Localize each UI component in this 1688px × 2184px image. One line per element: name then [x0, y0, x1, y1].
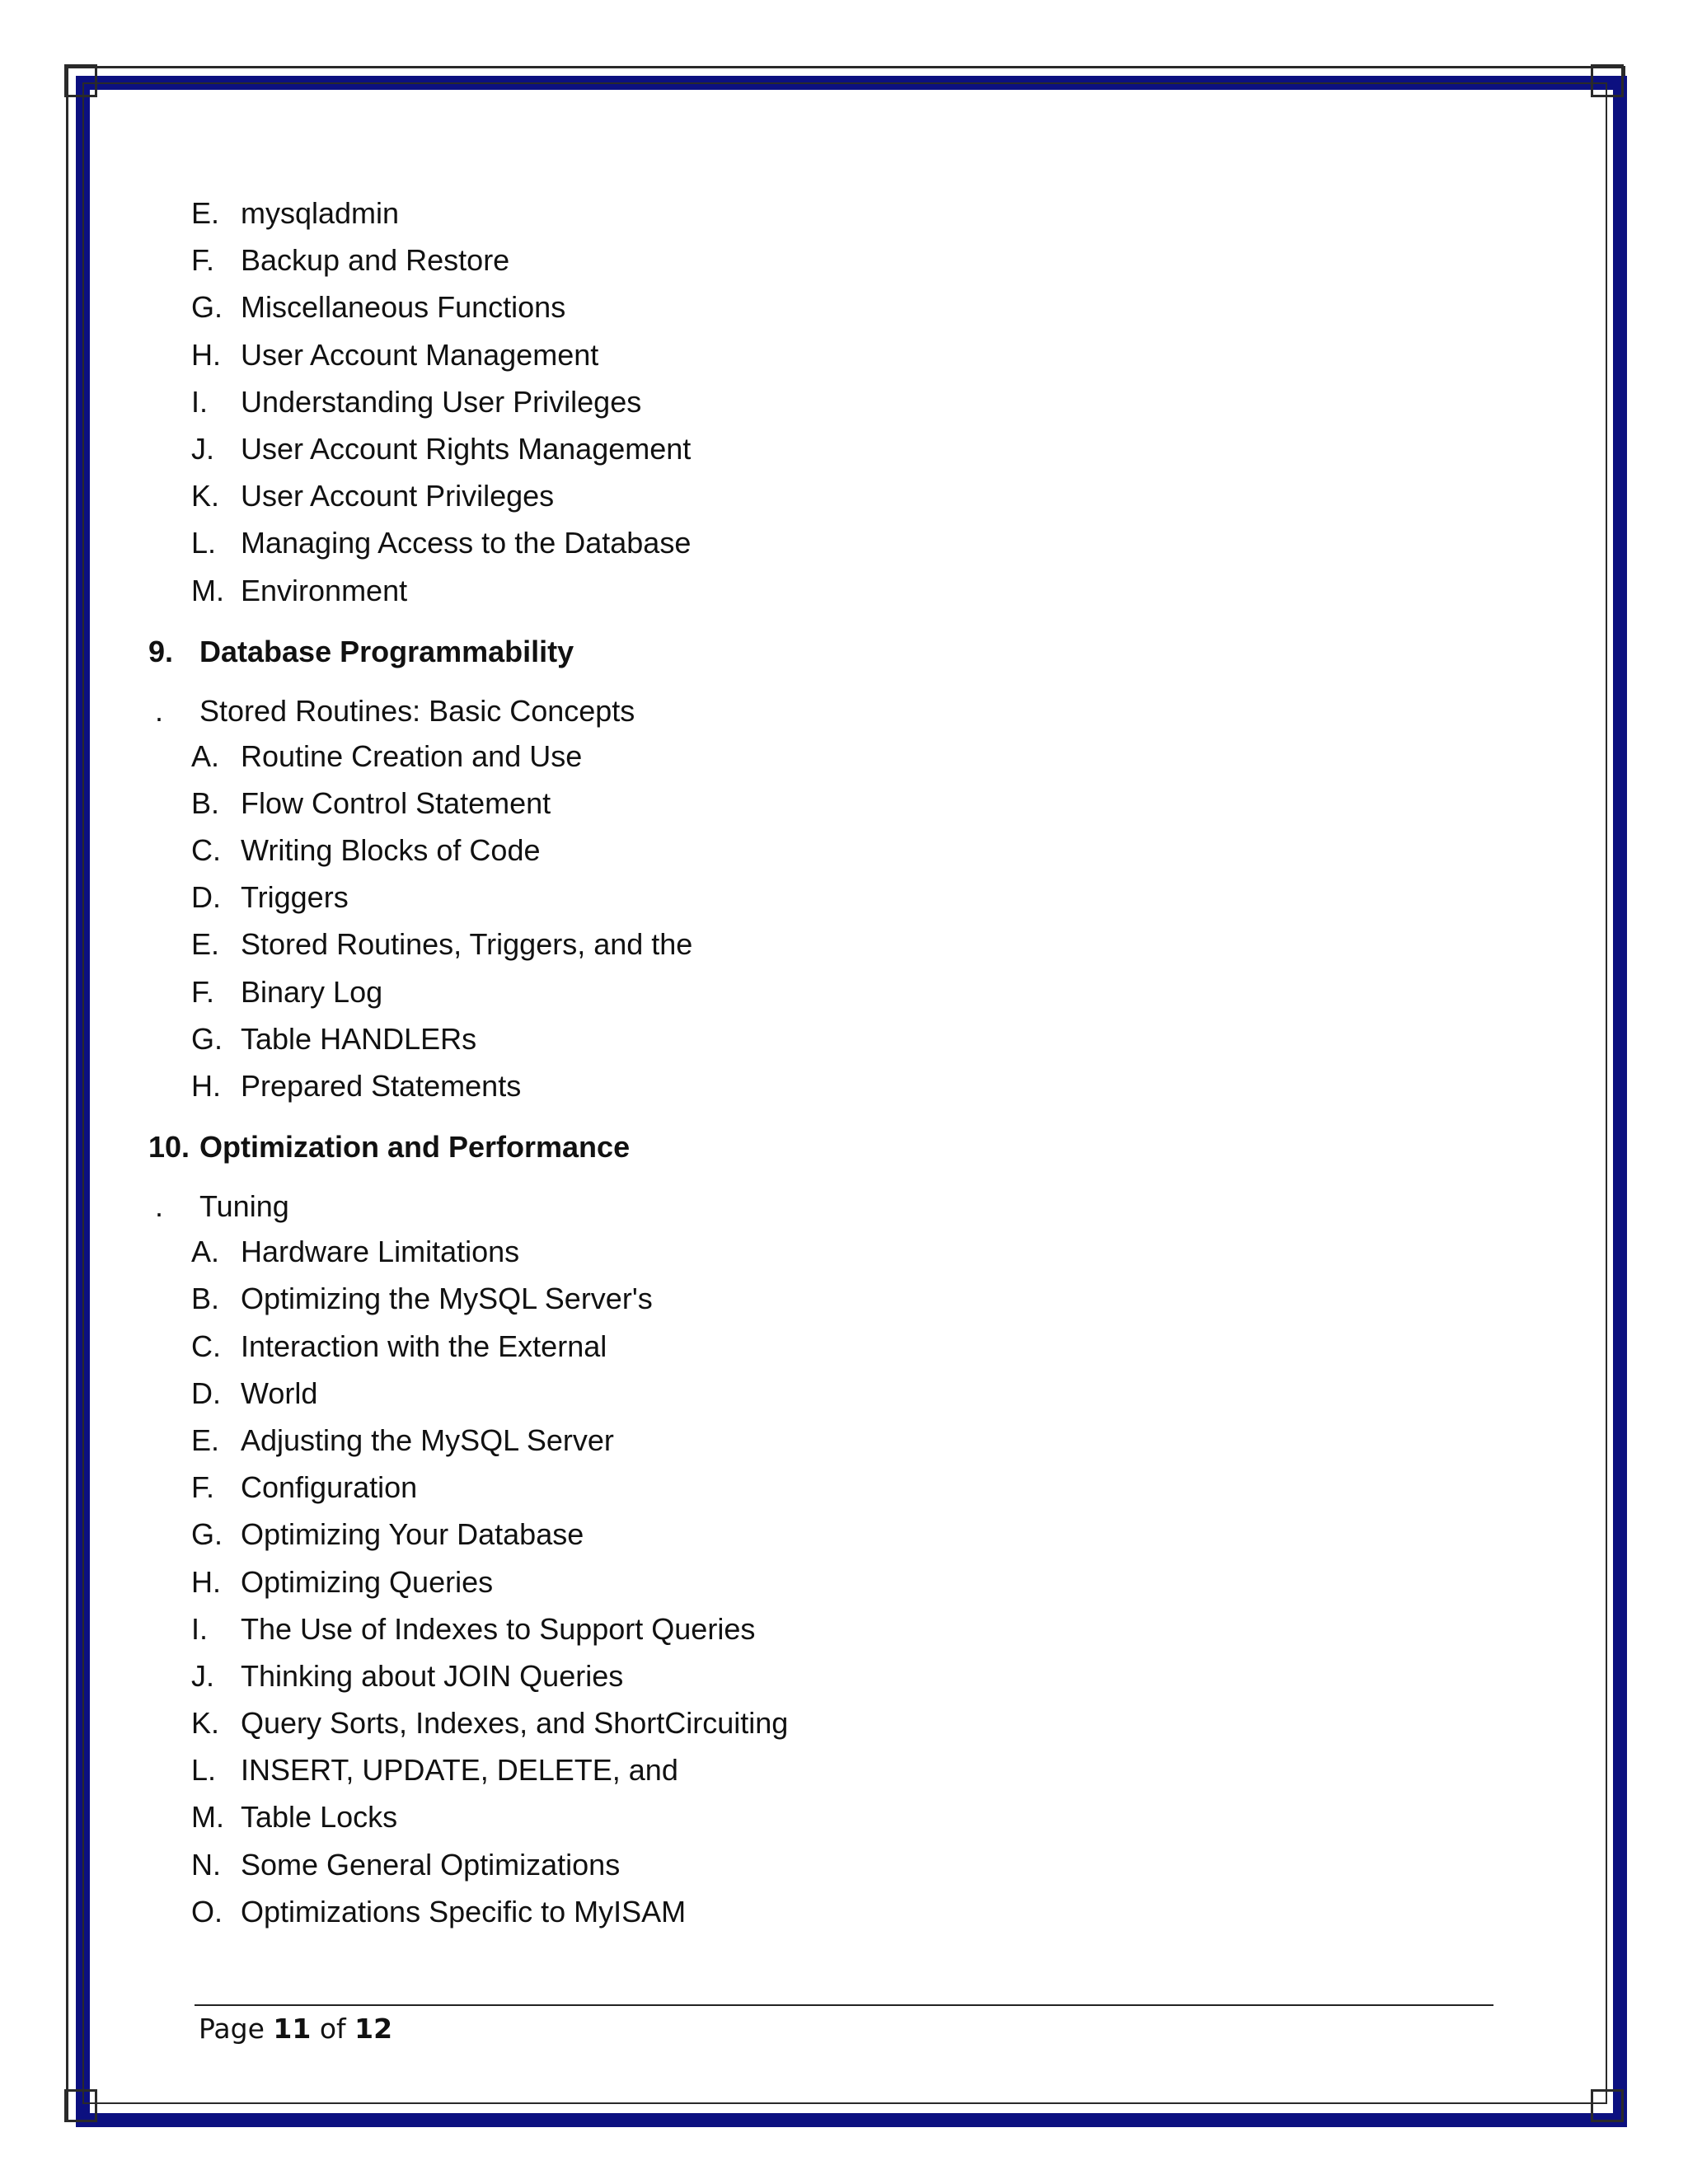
list-item — [148, 1699, 1467, 1746]
list-marker: A. — [191, 1235, 220, 1269]
list-marker: F. — [191, 243, 215, 278]
list-item-text: Hardware Limitations — [241, 1235, 520, 1269]
footer-of-label: of — [319, 2013, 346, 2045]
border-corner-bottom-left — [64, 2089, 97, 2122]
footer-page-label: Page — [199, 2013, 265, 2045]
list-item-text: World — [241, 1376, 318, 1410]
list-item-text: User Account Management — [241, 337, 599, 372]
list-item-text: Writing Blocks of Code — [241, 833, 541, 868]
list-item — [148, 1888, 1467, 1935]
list-item — [148, 1275, 1467, 1322]
list-item — [148, 519, 1467, 566]
list-item-text: INSERT, UPDATE, DELETE, and — [241, 1753, 678, 1788]
list-item — [148, 1370, 1467, 1417]
list-marker: E. — [191, 196, 220, 230]
list-item — [148, 472, 1467, 519]
list-marker: H. — [191, 1069, 221, 1103]
list-item — [148, 733, 1467, 780]
list-item — [148, 1605, 1467, 1652]
list-item — [148, 378, 1467, 425]
list-item — [148, 1228, 1467, 1275]
list-item — [148, 567, 1467, 614]
footer-rule — [195, 2004, 1493, 2006]
border-corner-bottom-right — [1591, 2089, 1624, 2122]
footer-current-page: 11 — [273, 2013, 312, 2045]
list-item-text: Interaction with the External — [241, 1329, 607, 1363]
list-item-text: Stored Routines, Triggers, and the — [241, 927, 693, 962]
section-heading — [148, 1109, 1467, 1172]
list-item — [148, 1652, 1467, 1699]
list-marker: F. — [191, 974, 215, 1009]
page-number-footer — [199, 2011, 392, 2047]
list-item — [148, 1062, 1467, 1109]
list-item-text: mysqladmin — [241, 196, 400, 230]
list-item-text: Database Programmability — [199, 634, 574, 668]
list-marker: . — [155, 1189, 164, 1224]
border-corner-top-left — [64, 64, 97, 97]
list-marker: H. — [191, 337, 221, 372]
list-marker: G. — [191, 1517, 223, 1552]
list-item-text: Tuning — [199, 1189, 289, 1224]
list-item — [148, 874, 1467, 921]
footer-total-pages: 12 — [354, 2013, 393, 2045]
list-item-text: Stored Routines: Basic Concepts — [199, 693, 635, 728]
list-marker: I. — [191, 1611, 209, 1646]
border-corner-top-right — [1591, 64, 1624, 97]
list-marker: 10. — [148, 1130, 190, 1165]
subsection-line — [148, 677, 1467, 733]
list-item-text: Managing Access to the Database — [241, 526, 692, 560]
list-item-text: Routine Creation and Use — [241, 738, 583, 773]
list-item-text: User Account Privileges — [241, 479, 555, 513]
list-item — [148, 284, 1467, 330]
list-item-text: Flow Control Statement — [241, 785, 551, 820]
list-item-text: Optimizations Specific to MyISAM — [241, 1894, 687, 1929]
list-item-text: Optimizing Your Database — [241, 1517, 584, 1552]
list-item — [148, 1323, 1467, 1370]
list-item — [148, 1511, 1467, 1558]
list-item — [148, 1558, 1467, 1605]
list-item-text: Triggers — [241, 880, 349, 915]
section-heading — [148, 614, 1467, 677]
list-item-text: Miscellaneous Functions — [241, 290, 566, 325]
list-item — [148, 780, 1467, 827]
list-item-text: Binary Log — [241, 974, 383, 1009]
list-marker: B. — [191, 785, 220, 820]
table-of-contents — [148, 190, 1467, 1935]
list-marker: K. — [191, 479, 220, 513]
list-marker: J. — [191, 431, 215, 466]
list-item — [148, 1793, 1467, 1840]
list-item — [148, 1746, 1467, 1793]
list-item-text: Optimization and Performance — [199, 1130, 631, 1165]
list-marker: L. — [191, 1753, 217, 1788]
list-item — [148, 1841, 1467, 1888]
list-item-text: User Account Rights Management — [241, 431, 692, 466]
list-item-text: Query Sorts, Indexes, and ShortCircuiting — [241, 1706, 789, 1741]
subsection-line — [148, 1172, 1467, 1228]
list-item — [148, 968, 1467, 1015]
list-marker: M. — [191, 573, 224, 607]
list-marker: O. — [191, 1894, 223, 1929]
list-item — [148, 237, 1467, 284]
list-marker: 9. — [148, 634, 174, 668]
list-marker: A. — [191, 738, 220, 773]
list-item-text: Optimizing Queries — [241, 1564, 494, 1599]
list-item — [148, 921, 1467, 968]
list-marker: K. — [191, 1706, 220, 1741]
list-item-text: Prepared Statements — [241, 1069, 522, 1103]
list-item — [148, 425, 1467, 472]
list-item-text: Table Locks — [241, 1800, 398, 1835]
list-item — [148, 1015, 1467, 1062]
list-marker: C. — [191, 833, 221, 868]
list-item-text: Some General Optimizations — [241, 1847, 621, 1882]
list-marker: E. — [191, 1422, 220, 1457]
list-item — [148, 190, 1467, 237]
list-marker: L. — [191, 526, 217, 560]
list-marker: G. — [191, 1021, 223, 1056]
list-marker: F. — [191, 1470, 215, 1505]
list-item-text: Table HANDLERs — [241, 1021, 477, 1056]
list-marker: B. — [191, 1282, 220, 1316]
list-marker: I. — [191, 384, 209, 419]
list-marker: E. — [191, 927, 220, 962]
list-item — [148, 331, 1467, 378]
list-item-text: Adjusting the MySQL Server — [241, 1422, 614, 1457]
list-item-text: The Use of Indexes to Support Queries — [241, 1611, 756, 1646]
list-item-text: Thinking about JOIN Queries — [241, 1658, 624, 1693]
list-marker: J. — [191, 1658, 215, 1693]
list-item-text: Understanding User Privileges — [241, 384, 642, 419]
list-marker: D. — [191, 880, 221, 915]
list-item-text: Optimizing the MySQL Server's — [241, 1282, 653, 1316]
list-item — [148, 1417, 1467, 1464]
list-marker: N. — [191, 1847, 221, 1882]
list-item-text: Backup and Restore — [241, 243, 510, 278]
list-item-text: Configuration — [241, 1470, 418, 1505]
list-marker: D. — [191, 1376, 221, 1410]
list-marker: G. — [191, 290, 223, 325]
list-item-text: Environment — [241, 573, 408, 607]
list-marker: M. — [191, 1800, 224, 1835]
list-item — [148, 827, 1467, 874]
list-marker: . — [155, 693, 164, 728]
list-marker: H. — [191, 1564, 221, 1599]
list-marker: C. — [191, 1329, 221, 1363]
list-item — [148, 1464, 1467, 1511]
